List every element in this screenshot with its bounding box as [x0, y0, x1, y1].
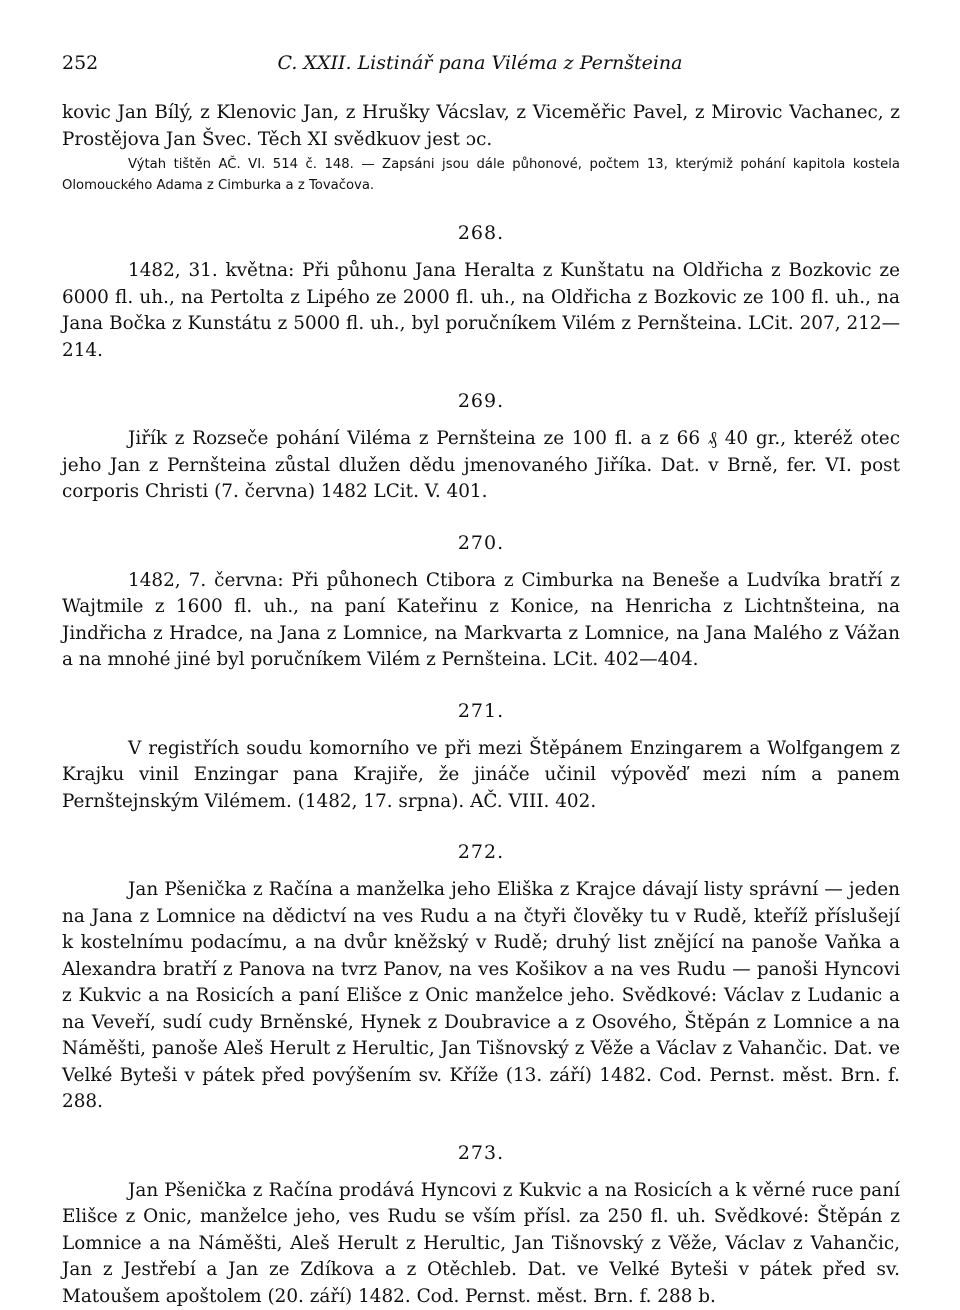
entry-number: 271. — [62, 700, 900, 722]
entry-number: 269. — [62, 390, 900, 412]
editorial-note: Výtah tištěn AČ. VI. 514 č. 148. — Zapsáni jsou dále půhonové, počtem 13, kterýmiž pohání kapitola kostela Olomouckého Adama z Cimburka a z Tovačova. — [62, 154, 900, 196]
page-body — [62, 100, 900, 1310]
page-header — [62, 52, 898, 82]
entry-number: 270. — [62, 532, 900, 554]
entry-270 — [62, 532, 900, 674]
entry-271 — [62, 700, 900, 816]
entry-number: 272. — [62, 841, 900, 863]
entry-272 — [62, 841, 900, 1116]
entry-text: V registřích soudu komorního ve při mezi Štěpánem Enzingarem a Wolfgangem z Krajku vinil Enzingar pana Krajiře, že jináče učinil výpověď mezi ním a panem Pernštejnským Vilémem. (1482, 17. srpna). AČ. VIII. 402. — [62, 736, 900, 816]
entry-text: 1482, 31. května: Při půhonu Jana Heralta z Kunštatu na Oldřicha z Bozkovic ze 6000 fl. uh., na Pertolta z Lipého ze 2000 fl. uh., na Oldřicha z Bozkovic ze 100 fl. uh., na Jana Bočka z Kunstátu z 5000 fl. uh., byl poručníkem Vilém z Pernšteina. LCit. 207, 212—214. — [62, 258, 900, 364]
page-number: 252 — [62, 52, 98, 74]
entry-269 — [62, 390, 900, 506]
entry-273 — [62, 1142, 900, 1310]
entry-number: 268. — [62, 222, 900, 244]
running-title: C. XXII. Listinář pana Viléma z Pernšteina — [62, 52, 898, 74]
entry-number: 273. — [62, 1142, 900, 1164]
entry-text: Jan Pšenička z Račína a manželka jeho Eliška z Krajce dávají listy správní — jeden na Jana z Lomnice na dědictví na ves Rudu a na čtyři člověky tu v Rudě, kteříž příslušejí k kostelnímu podacímu, a na dvůr kněžský v Rudě; druhý list znějící na panoše Vaňka a Alexandra bratří z Panova na tvrz Panov, na ves Košikov a na ves Rudu — panoši Hyncovi z Kukvic a na Rosicích a paní Elišce z Onic manželce jeho. Svědkové: Václav z Ludanic a na Veveří, sudí cudy Brněnské, Hynek z Doubravice a z Osového, Štěpán z Lomnice a na Náměšti, panoše Aleš Herult z Herultic, Jan Tišnovský z Věže a Václav z Vahančic. Dat. ve Velké Byteši v pátek před povýšením sv. Kříže (13. září) 1482. Cod. Pernst. měst. Brn. f. 288. — [62, 877, 900, 1116]
entry-text: 1482, 7. června: Při půhonech Ctibora z Cimburka na Beneše a Ludvíka bratří z Wajtmile z 1600 fl. uh., na paní Kateřinu z Konice, na Henricha z Lichtnšteina, na Jindřicha z Hradce, na Jana z Lomnice, na Markvarta z Lomnice, na Jana Malého z Vážan a na mnohé jiné byl poručníkem Vilém z Pernšteina. LCit. 402—404. — [62, 568, 900, 674]
continued-paragraph: kovic Jan Bílý, z Klenovic Jan, z Hrušky Vácslav, z Viceměřic Pavel, z Mirovic Vachanec, z Prostějova Jan Švec. Těch XI svědkuov jest ɔc. — [62, 100, 900, 153]
entry-text: Jiřík z Rozseče pohání Viléma z Pernšteina ze 100 fl. a z 66 ₰ 40 gr., kteréž otec jeho Jan z Pernšteina zůstal dlužen dědu jmenovaného Jiříka. Dat. v Brně, fer. VI. post corporis Christi (7. června) 1482 LCit. V. 401. — [62, 426, 900, 506]
entry-268 — [62, 222, 900, 364]
entry-text: Jan Pšenička z Račína prodává Hyncovi z Kukvic a na Rosicích a k věrné ruce paní Elišce z Onic, manželce jeho, ves Rudu se vším přísl. za 250 fl. uh. Svědkové: Štěpán z Lomnice a na Náměšti, Aleš Herult z Herultic, Jan Tišnovský z Věže, Václav z Vahančic, Jan z Jestřebí a Jan ze Zdíkova a z Otěchleb. Dat. ve Velké Byteši v pátek před sv. Matoušem apoštolem (20. září) 1482. Cod. Pernst. měst. Brn. f. 288 b. — [62, 1178, 900, 1310]
